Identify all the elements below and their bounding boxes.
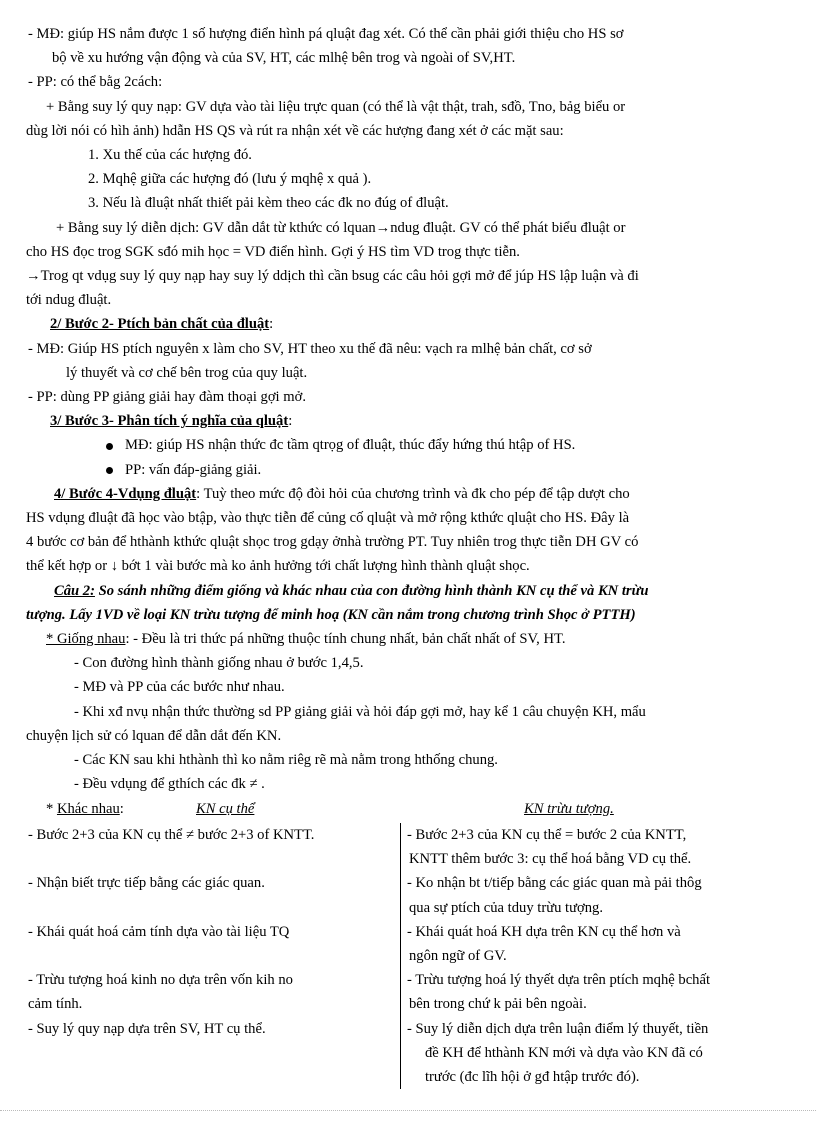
- abstract-cell: [401, 920, 789, 968]
- cell-line: qua sự ptích của tduy trừu tượng.: [409, 899, 603, 916]
- abstract-cell: [401, 823, 789, 871]
- list-item: 1. Xu thế của các hượng đó.: [88, 147, 252, 164]
- list-item: 2. Mqhệ giữa các hượng đó (lưu ý mqhệ x quả ).: [88, 171, 372, 188]
- cell-line: - Bước 2+3 của KN cụ thể ≠ bước 2+3 of KNTT.: [28, 827, 315, 843]
- text-line: HS vdụng đluật đã học vào btập, vào thực tiễn để củng cố qluật và mở rộng kthức qluật cho HS. Đây là: [26, 510, 630, 527]
- table-row: [28, 871, 788, 919]
- cell-line: - Bước 2+3 của KN cụ thể = bước 2 của KNTT,: [407, 827, 687, 843]
- table-row: [28, 920, 788, 968]
- cell-line: - Suy lý quy nạp dựa trên SV, HT cụ thể.: [28, 1020, 266, 1037]
- list-item: - Khi xđ nvụ nhận thức thường sd PP giảng giải và hỏi đáp gợi mở, hay kể 1 câu chuyện KH, mẩu: [74, 703, 646, 720]
- concrete-cell: [28, 920, 401, 968]
- text-line: cho HS đọc trog SGK sđó mih học = VD điển hình. Gợi ý HS tìm VD trog thực tiễn.: [26, 243, 520, 260]
- text-line: + Bằng suy lý quy nạp: GV dựa vào tài liệu trực quan (có thể là vật thật, trah, sđồ, Tno, bảg biểu or: [46, 98, 626, 115]
- bullet-icon: [106, 467, 113, 474]
- heading-text: 3/ Bước 3- Phân tích ý nghĩa của qluật: [50, 413, 289, 430]
- similarities-heading: [28, 627, 796, 651]
- cell-line: - Ko nhận bt t/tiếp bằng các giác quan mà pải thôg: [407, 875, 702, 892]
- section-heading-step4: [28, 482, 796, 506]
- list-item: - Các KN sau khi hthành thì ko nằm riêg rẽ mà nằm trong hthống chung.: [74, 752, 498, 769]
- text-line: bộ về xu hướng vận động và của SV, HT, các mlhệ bên trog và ngoài of SV,HT.: [52, 50, 516, 67]
- question-2: [28, 579, 796, 603]
- table-row: [28, 1017, 788, 1090]
- bullet-item: [28, 433, 796, 457]
- list-item: - Đều vdụng để gthích các đk ≠ .: [74, 776, 265, 793]
- text-line: - MĐ: giúp HS nắm được 1 số hượng điển hình pá qluật đag xét. Có thể cần phải giới thiệu cho HS sơ: [28, 26, 624, 42]
- list-item: - Con đường hình thành giống nhau ở bước 1,4,5.: [74, 655, 364, 672]
- question-text: tượng. Lấy 1VD về loại KN trừu tượng để minh hoạ (KN cần nắm trong chương trình Shọc ở PTTH): [26, 606, 636, 623]
- text-line: - MĐ: Giúp HS ptích nguyên x làm cho SV, HT theo xu thế đã nêu: vạch ra mlhệ bản chất, cơ sở: [28, 340, 592, 357]
- cell-line: ngôn ngữ of GV.: [409, 948, 507, 965]
- cell-line: bên trong chứ k pải bên ngoài.: [409, 996, 587, 1013]
- concrete-cell: [28, 1017, 401, 1090]
- heading-text: 4/ Bước 4-Vdụng đluật: [54, 485, 197, 502]
- col-head-abstract: KN trừu tượng.: [524, 800, 614, 817]
- text-line: 4 bước cơ bản để hthành kthức qluật shọc trog gdạy ởnhà trường PT. Tuy nhiên trog thực tiễn DH GV có: [26, 534, 639, 551]
- concrete-cell: [28, 968, 401, 1016]
- col-head-concrete: KN cụ thể: [196, 800, 255, 817]
- section-heading-step3: 3/ Bước 3- Phân tích ý nghĩa của qluật:: [50, 413, 293, 430]
- text-line: - PP: có thể bằg 2cách:: [28, 74, 163, 91]
- cell-line: trước (đc lĩh hội ở gđ htập trước đó).: [425, 1069, 640, 1086]
- differences-heading: * Khác nhau: KN cụ thể KN trừu tượng.: [28, 797, 796, 821]
- similarities-label: * Giống nhau: [46, 631, 126, 648]
- bullet-icon: [106, 443, 113, 450]
- cell-line: - Nhận biết trực tiếp bằng các giác quan.: [28, 875, 265, 892]
- section-heading-step2: 2/ Bước 2- Ptích bản chất của đluật:: [50, 316, 274, 333]
- bullet-text: MĐ: giúp HS nhận thức đc tầm qtrọg of đluật, thúc đẩy hứng thú htập of HS.: [125, 437, 576, 454]
- text-line: + Bằng suy lý diễn dịch: GV dẫn dắt từ kthức có lquan→ndug đluật. GV có thể phát biểu đluật or: [56, 219, 626, 236]
- table-row: [28, 823, 788, 871]
- list-item: - MĐ và PP của các bước như nhau.: [74, 679, 285, 696]
- text-line: tới ndug đluật.: [26, 292, 112, 309]
- text-line: dùg lời nói có hìh ảnh) hdẫn HS QS và rút ra nhận xét về các hượng đang xét ở các mặt sau:: [26, 122, 564, 139]
- question-label: Câu 2:: [54, 582, 95, 599]
- table-row: [28, 968, 788, 1016]
- paragraph-md: [28, 22, 796, 821]
- question-text: So sánh những điểm giống và khác nhau của con đường hình thành KN cụ thể và KN trừu: [94, 582, 649, 599]
- cell-line: KNTT thêm bước 3: cụ thể hoá bằng VD cụ thể.: [409, 851, 692, 868]
- cell-line: - Trừu tượng hoá lý thyết dựa trên ptích mqhệ bchất: [407, 972, 711, 989]
- text-line: : Tuỳ theo mức độ đòi hỏi của chương trình và đk cho pép để tập dượt cho: [196, 485, 630, 502]
- concrete-cell: [28, 823, 401, 871]
- text-line: thể kết hợp or ↓ bớt 1 vài bước mà ko ảnh hưởng tới chất lượng hình thành qluật shọc.: [26, 558, 530, 575]
- list-item: 3. Nếu là đluật nhất thiết pải kèm theo các đk no đúg of đluật.: [88, 195, 449, 212]
- cell-line: đề KH để hthành KN mới và dựa vào KN đã có: [425, 1044, 703, 1061]
- cell-line: - Khái quát hoá cảm tính dựa vào tài liệu TQ: [28, 923, 290, 940]
- cell-line: - Khái quát hoá KH dựa trên KN cụ thể hơn và: [407, 923, 681, 940]
- similarities-text: : - Đều là tri thức pá những thuộc tính chung nhất, bản chất nhất of SV, HT.: [125, 631, 566, 648]
- abstract-cell: [401, 871, 789, 919]
- list-item-cont: chuyện lịch sử có lquan để dẫn dắt đến KN.: [26, 727, 282, 744]
- concrete-cell: [28, 871, 401, 919]
- colon: :: [119, 800, 124, 817]
- bullet-text: PP: vấn đáp-giảng giải.: [125, 461, 262, 478]
- page-divider: [0, 1110, 816, 1111]
- cell-line: - Suy lý diễn dịch dựa trên luận điểm lý thuyết, tiền: [407, 1020, 709, 1037]
- text-line: - PP: dùng PP giảng giải hay đàm thoại gợi mở.: [28, 389, 306, 406]
- differences-label: Khác nhau: [56, 800, 120, 817]
- heading-text: 2/ Bước 2- Ptích bản chất của đluật: [50, 316, 270, 333]
- abstract-cell: [401, 968, 789, 1016]
- abstract-cell: [401, 1017, 789, 1090]
- text-line: lý thuyết và cơ chế bên trog của quy luật.: [66, 364, 308, 381]
- cell-line: - Trừu tượng hoá kinh no dựa trên vốn kih no: [28, 972, 293, 989]
- text-line: →Trog qt vdụg suy lý quy nạp hay suy lý ddịch thì cần bsug các câu hỏi gợi mở để júp HS lập luận và đi: [26, 268, 639, 285]
- cell-line: cảm tính.: [28, 996, 83, 1013]
- bullet-item: [28, 458, 796, 482]
- comparison-table: [28, 823, 788, 1089]
